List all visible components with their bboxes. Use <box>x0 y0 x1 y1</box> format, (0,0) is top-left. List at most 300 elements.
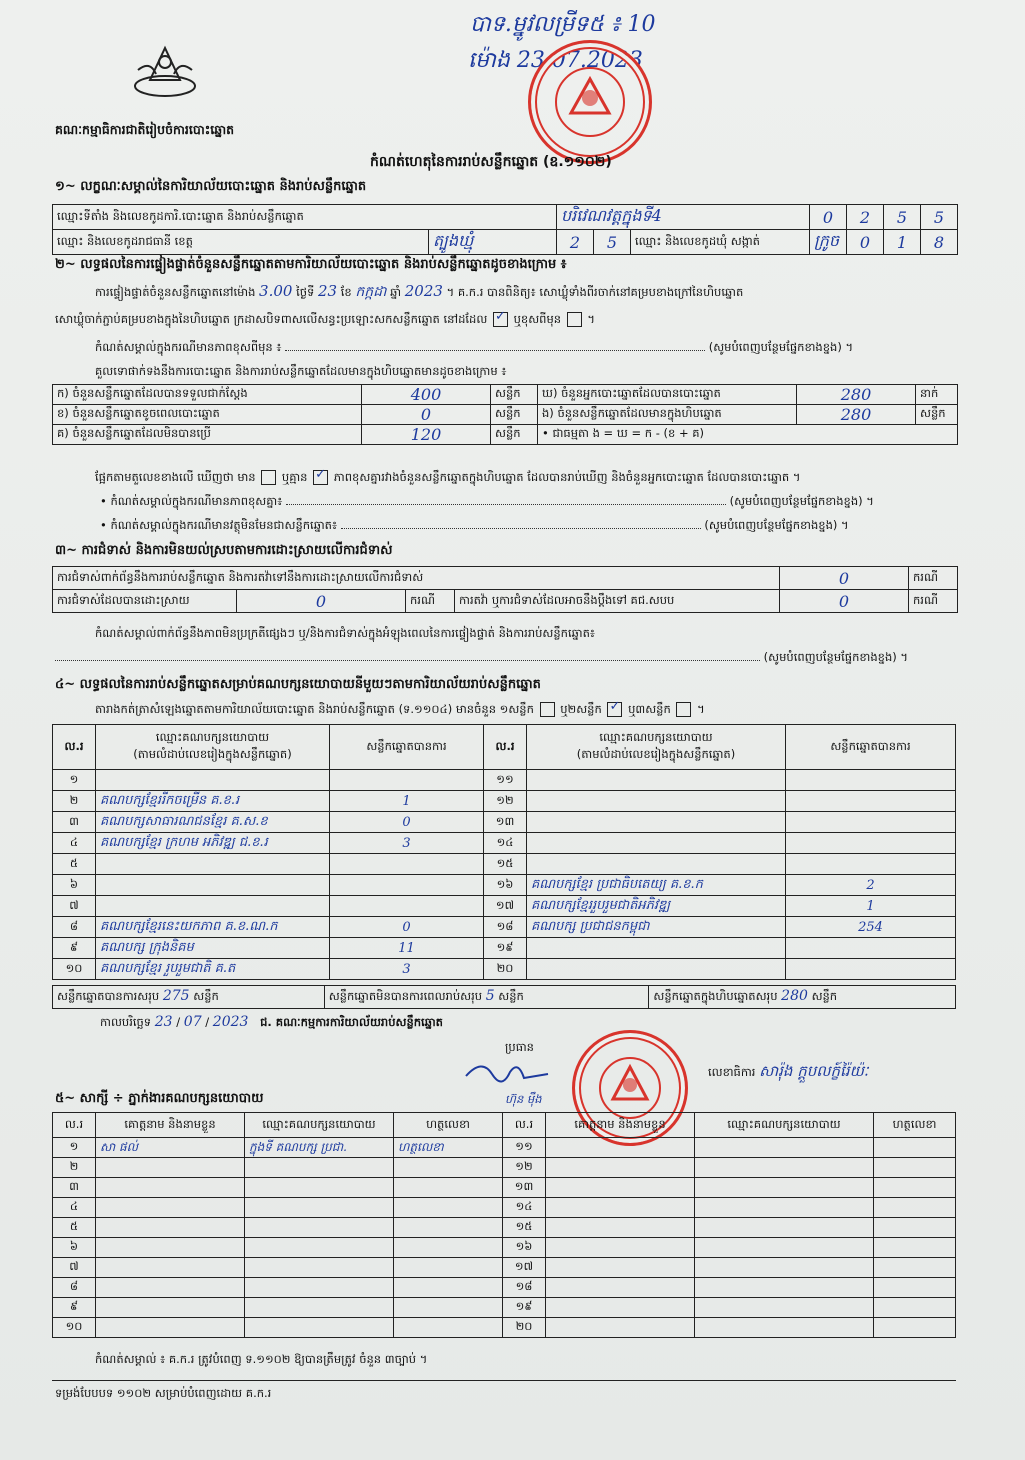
party-votes: 0 <box>330 812 484 833</box>
witness-signature <box>394 1178 503 1198</box>
witness-name <box>546 1298 695 1318</box>
fill-back-note: (សូមបំពេញបន្ថែមផ្នែកខាងខ្នង) ។ <box>763 650 908 664</box>
witness-party <box>245 1238 394 1258</box>
formula-label: • ជាធម្មតា ង = ឃ = ក - (ខ + គ) <box>538 425 958 445</box>
col-name: គោត្តនាម និងនាមខ្លួន <box>546 1113 695 1138</box>
party-name: គណបក្សខ្មែរ ប្រជាធិបតេយ្យ គ.ខ.ក <box>527 875 786 896</box>
totals-invalid <box>324 986 649 1009</box>
verify-day: 23 <box>318 282 338 300</box>
row-number: ៧ <box>53 896 96 917</box>
table-row <box>53 791 956 812</box>
table-row <box>53 1198 956 1218</box>
verify-time: 3.00 <box>259 282 293 300</box>
table-row <box>53 854 956 875</box>
two-sheet-checkbox[interactable] <box>607 702 622 717</box>
table-row <box>53 1298 956 1318</box>
fill-back-note: (សូមបំពេញបន្ថែមផ្នែកខាងខ្នង) ។ <box>708 340 854 354</box>
witness-name <box>96 1158 245 1178</box>
witness-name <box>546 1138 695 1158</box>
party-name: គណបក្សសាធារណជនខ្មែរ គ.ស.ខ <box>96 812 330 833</box>
witness-signature: ហត្ថលេខា <box>394 1138 503 1158</box>
witness-party <box>695 1158 874 1178</box>
witness-body <box>53 1138 956 1338</box>
row-number: ១៨ <box>484 917 527 938</box>
ballot-unused-value: 120 <box>362 425 491 445</box>
table-row <box>53 833 956 854</box>
footer-rule <box>52 1380 956 1381</box>
row-number: ៣ <box>53 1178 96 1198</box>
party-name <box>96 854 330 875</box>
witness-party: ក្នុងទី គណបក្ស ប្រជា. <box>245 1138 394 1158</box>
section2-para4: គួលទោផាក់ទងនឹងការបោះឆ្នោត និងការរាប់សន្លឹកឆ្នោតដែលមានក្នុងហិបឆ្នោតមានដូចខាងក្រោម ៖ <box>95 364 507 378</box>
table-row <box>53 1318 956 1338</box>
signer-committee: ជ. គណៈកម្មការការិយាល័យរាប់សន្លឹកឆ្នោត <box>260 1015 443 1029</box>
row-number: ៣ <box>53 812 96 833</box>
party-name: គណបក្សខ្មែរនេះយកភាព គ.ខ.ណ.ក <box>96 917 330 938</box>
witness-signature <box>874 1318 956 1338</box>
para3-text: កំណត់សម្គាល់ក្នុងករណីមានភាពខុសពីមុន ៖ <box>95 340 282 354</box>
witness-party <box>695 1198 874 1218</box>
col-party: ឈ្មោះគណបក្សនយោបាយ <box>245 1113 394 1138</box>
row-number: ១០ <box>53 1318 96 1338</box>
row-number: ១៤ <box>484 833 527 854</box>
section2-para3 <box>95 340 853 357</box>
handwritten-header-line2: ម៉ោង 23.07.2023 <box>468 48 643 73</box>
witness-party <box>245 1218 394 1238</box>
row-number: ១៥ <box>484 854 527 875</box>
secretary-name: សារ៉ុង ក្ដួបលក្ខ៍រ៉ៃយ៉ៈ <box>759 1062 869 1080</box>
party-votes: 254 <box>786 917 956 938</box>
row-number: ១១ <box>503 1138 546 1158</box>
table-row <box>53 1278 956 1298</box>
total-box-value: 280 <box>781 988 808 1004</box>
total-invalid-value: 5 <box>485 988 495 1004</box>
para-text: ឬ២សន្លឹក <box>560 702 602 716</box>
province-code-digit: 2 <box>557 230 594 255</box>
col-votes: សន្លឹកឆ្នោតបានការ <box>330 725 484 770</box>
witness-signature <box>394 1318 503 1338</box>
witness-signature <box>394 1278 503 1298</box>
witness-party <box>245 1198 394 1218</box>
col-party: ឈ្មោះគណបក្សនយោបាយ <box>695 1113 874 1138</box>
table-row <box>53 875 956 896</box>
witness-name <box>546 1158 695 1178</box>
para2-text: ឬខុសពីមុន <box>513 312 562 326</box>
party-votes: 2 <box>786 875 956 896</box>
section2-para2: សោឃ្លុំចាក់ភ្ជាប់គម្របខាងក្នុងនៃហិបឆ្នោត ក្រដាសបិទពាសលើសន្ធះប្រឡោះសកសន្លឹកឆ្នោត នៅដដែល ✓ ឬខុសពីមុន ។ <box>55 312 595 329</box>
commune-value: ក្រូច <box>810 230 847 255</box>
date-line: កាលបរិច្ឆេទ 23 / 07 / 2023 ជ. គណៈកម្មការការិយាល័យរាប់សន្លឹកឆ្នោត <box>100 1014 443 1030</box>
row-number: ១០ <box>53 959 96 980</box>
witness-signature <box>394 1158 503 1178</box>
para1-text: ។ គ.ក.រ បានពិនិត្យ៖ សោឃ្លុំទាំងពីរចាក់នៅគម្របខាងក្រៅនៃហិបឆ្នោត <box>446 285 744 299</box>
section3-heading: ៣~ ការជំទាស់ និងការមិនយល់ស្របតាមការដោះស្រាយលើការជំទាស់ <box>55 543 393 558</box>
para1-text: ថ្ងៃទី <box>296 285 315 299</box>
unit-label: សន្លឹក <box>498 989 524 1003</box>
total-box-label: សន្លឹកឆ្នោតក្នុងហិបឆ្នោតសរុប <box>653 989 778 1003</box>
resolved-value: 0 <box>237 590 406 613</box>
resolved-label: ការជំទាស់ដែលបានដោះស្រាយ <box>53 590 237 613</box>
witness-name <box>96 1238 245 1258</box>
voters-label: ឃ) ចំនួនអ្នកបោះឆ្នោតដែលបានបោះឆ្នោត <box>538 385 797 405</box>
witness-signature <box>874 1278 956 1298</box>
party-votes: 1 <box>786 896 956 917</box>
col-party-title: ឈ្មោះគណបក្សនយោបាយ <box>599 730 713 744</box>
secretary-label: លេខាធិការ <box>708 1065 756 1079</box>
station-code-digit: 2 <box>847 205 884 230</box>
station-label: ឈ្មោះទីតាំង និងលេខកូដការិ.បោះឆ្នោត និងរាប់សន្លឹកឆ្នោត <box>53 205 557 230</box>
party-name <box>527 812 786 833</box>
col-party-sub: (តាមលំដាប់លេខរៀងក្នុងសន្លឹកឆ្នោត) <box>133 747 292 761</box>
col-no: ល.រ <box>503 1113 546 1138</box>
row-number: ៤ <box>53 833 96 854</box>
witness-name <box>96 1218 245 1238</box>
dotted-line <box>286 504 726 505</box>
party-name: គណបក្សខ្មែររួបរួមជាតិអភិវឌ្ឍ <box>527 896 786 917</box>
dotted-line <box>341 528 701 529</box>
row-number: ២០ <box>503 1318 546 1338</box>
row-number: ៨ <box>53 917 96 938</box>
table-row <box>53 896 956 917</box>
col-sign: ហត្ថលេខា <box>874 1113 956 1138</box>
witness-signature <box>394 1198 503 1218</box>
witness-name <box>546 1238 695 1258</box>
col-party-sub: (តាមលំដាប់លេខរៀងក្នុងសន្លឹកឆ្នោត) <box>576 747 736 761</box>
para2-text: សោឃ្លុំចាក់ភ្ជាប់គម្របខាងក្នុងនៃហិបឆ្នោត ក្រដាសបិទពាសលើសន្ធះប្រឡោះសកសន្លឹកឆ្នោត នៅដដែល <box>55 312 488 326</box>
witness-name <box>546 1318 695 1338</box>
no-difference-checkbox[interactable] <box>313 470 328 485</box>
table-row <box>53 917 956 938</box>
witness-signature <box>874 1158 956 1178</box>
unit-label: ករណី <box>406 590 455 613</box>
col-party-title: ឈ្មោះគណបក្សនយោបាយ <box>155 730 270 744</box>
totals-box <box>649 986 956 1009</box>
table-row <box>53 938 956 959</box>
ballot-count-table <box>52 384 958 445</box>
section2-bullet2 <box>100 518 849 535</box>
party-votes: 3 <box>330 959 484 980</box>
province-code-digit: 5 <box>594 230 631 255</box>
party-votes <box>786 833 956 854</box>
para5-text: ភាពខុសគ្នារវាងចំនួនសន្លឹកឆ្នោតក្នុងហិបឆ្នោត ដែលបានរាប់ឃើញ និងចំនួនអ្នកបោះឆ្នោត ដែលបានបោះឆ្នោត ។ <box>333 470 801 484</box>
ballots-in-box-label: ង) ចំនួនសន្លឹកឆ្នោតដែលមានក្នុងហិបឆ្នោត <box>538 405 797 425</box>
witness-name <box>546 1278 695 1298</box>
witness-party <box>695 1218 874 1238</box>
party-votes <box>786 770 956 791</box>
row-number: ៥ <box>53 1218 96 1238</box>
document-title: កំណត់ហេតុនៃការរាប់សន្លឹកឆ្នោត (ឧ.១១០២) <box>370 154 612 170</box>
party-name <box>527 791 786 812</box>
row-number: ៥ <box>53 854 96 875</box>
witness-name <box>96 1198 245 1218</box>
dotted-line <box>55 660 760 661</box>
appeal-value: 0 <box>780 590 909 613</box>
province-value: ត្បូងឃ្មុំ <box>429 230 557 255</box>
col-sign: ហត្ថលេខា <box>394 1113 503 1138</box>
party-votes <box>786 791 956 812</box>
date-day: 23 <box>154 1014 173 1030</box>
unit-label: ករណី <box>909 590 958 613</box>
party-name: គណបក្សខ្មែររីកចម្រើន គ.ខ.រ <box>96 791 330 812</box>
party-name: គណបក្សខ្មែរ ក្រហម អភិវឌ្ឍ ជ.ខ.រ <box>96 833 330 854</box>
row-number: ១៦ <box>503 1238 546 1258</box>
witness-party <box>695 1178 874 1198</box>
party-name <box>527 770 786 791</box>
party-name <box>527 938 786 959</box>
president-name: ហ៊ុន ម៉ឹង <box>505 1092 542 1106</box>
witness-name <box>546 1178 695 1198</box>
row-number: ៩ <box>53 938 96 959</box>
has-difference-checkbox[interactable] <box>261 470 276 485</box>
table-row <box>53 1138 956 1158</box>
section1-heading: ១~ លក្ខណៈសម្គាល់នៃការិយាល័យបោះឆ្នោត និងរាប់សន្លឹកឆ្នោត <box>55 179 367 194</box>
party-name <box>527 833 786 854</box>
witness-signature <box>394 1258 503 1278</box>
official-seal-top <box>528 40 652 164</box>
section1-table <box>52 204 958 255</box>
witness-signature <box>874 1238 956 1258</box>
section2-heading: ២~ លទ្ធផលនៃការផ្ទៀងផ្ទាត់ចំនួនសន្លឹកឆ្នោតតាមការិយាល័យបោះឆ្នោត និងរាប់សន្លឹកឆ្នោតដូចខាងក្រោម ៖ <box>55 257 567 272</box>
party-votes: 11 <box>330 938 484 959</box>
section3-para: កំណត់សម្គាល់ពាក់ព័ន្ធនឹងភាពមិនប្រក្រតីផ្សេងៗ ឬ/និងការជំទាស់ក្នុងអំឡុងពេលនៃការផ្ទៀងផ្ទាត់ និងការរាប់សន្លឹកឆ្នោត៖ <box>95 626 595 640</box>
form-footer: ទម្រង់បែបបទ ១១០២ សម្រាប់បំពេញដោយ គ.ក.រ <box>55 1386 272 1400</box>
row-number: ៦ <box>53 1238 96 1258</box>
total-valid-label: សន្លឹកឆ្នោតបានការសរុប <box>57 989 160 1003</box>
party-votes <box>786 854 956 875</box>
secretary-line <box>708 1062 868 1084</box>
table-row <box>53 812 956 833</box>
witness-name <box>546 1218 695 1238</box>
table-row <box>53 1178 956 1198</box>
committee-name: គណៈកម្មាធិការជាតិរៀបចំការបោះឆ្នោត <box>55 122 235 137</box>
unit-label: ករណី <box>909 567 958 590</box>
one-sheet-checkbox[interactable] <box>540 702 555 717</box>
three-sheet-checkbox[interactable] <box>676 702 691 717</box>
commune-code-digit: 8 <box>921 230 958 255</box>
section5-heading: ៥~ សាក្សី ÷ ភ្នាក់ងារគណបក្សនយោបាយ <box>55 1091 264 1106</box>
party-name <box>527 959 786 980</box>
unit-label: សន្លឹក <box>193 989 219 1003</box>
row-number: ១ <box>53 770 96 791</box>
unit-label: សន្លឹក <box>491 405 538 425</box>
same-checkbox[interactable] <box>493 312 508 327</box>
witness-name <box>96 1258 245 1278</box>
col-votes: សន្លឹកឆ្នោតបានការ <box>786 725 956 770</box>
results-body <box>53 770 956 980</box>
witness-name <box>546 1198 695 1218</box>
station-code-digit: 5 <box>921 205 958 230</box>
handwritten-header-line1: បាទ.ម្នូវលម្រីទ៥ ៖ 10 <box>470 12 656 37</box>
witness-party <box>695 1298 874 1318</box>
witness-party <box>245 1178 394 1198</box>
objections-label: ការជំទាស់ពាក់ព័ន្ធនឹងការរាប់សន្លឹកឆ្នោត និងការតវ៉ាទៅនឹងការដោះស្រាយលើការជំទាស់ <box>53 567 780 590</box>
row-number: ១៩ <box>503 1298 546 1318</box>
row-number: ១៧ <box>484 896 527 917</box>
row-number: ១៥ <box>503 1218 546 1238</box>
row-number: ១៨ <box>503 1278 546 1298</box>
ballot-received-value: 400 <box>362 385 491 405</box>
witness-party <box>245 1318 394 1338</box>
party-name: គណបក្ស ក្រុងនិគម <box>96 938 330 959</box>
row-number: ១ <box>53 1138 96 1158</box>
section4-para: តារាងកត់ត្រាសំឡេងឆ្នោតតាមការិយាល័យបោះឆ្នោត និងរាប់សន្លឹកឆ្នោត (ទ.១១០៤) មានចំនួន ១សន្លឹក ឬ២សន្លឹក ✓ ឬ៣សន្លឹក ។ <box>95 702 705 719</box>
party-votes <box>330 875 484 896</box>
ballot-spoiled-label: ខ) ចំនួនសន្លឹកឆ្នោតខូចពេលបោះឆ្នោត <box>53 405 362 425</box>
party-name <box>96 896 330 917</box>
party-votes <box>330 854 484 875</box>
section2-para5 <box>95 470 800 487</box>
row-number: ៦ <box>53 875 96 896</box>
table-row <box>53 1258 956 1278</box>
witness-signature <box>394 1218 503 1238</box>
dotted-line <box>285 350 705 351</box>
ballots-in-box-value: 280 <box>797 405 916 425</box>
station-value: បរិវេណវត្តក្នុងទី4 <box>557 205 810 230</box>
row-number: ២០ <box>484 959 527 980</box>
party-votes <box>786 812 956 833</box>
party-votes <box>786 959 956 980</box>
fill-back-note: (សូមបំពេញបន្ថែមផ្នែកខាងខ្នង) ។ <box>704 518 849 532</box>
witness-party <box>245 1298 394 1318</box>
province-label: ឈ្មោះ និងលេខកូដរាជធានី ខេត្ត <box>53 230 429 255</box>
president-signature <box>462 1054 552 1090</box>
party-votes: 0 <box>330 917 484 938</box>
president-label: ប្រធាន <box>505 1040 534 1054</box>
witness-signature <box>394 1298 503 1318</box>
col-no: ល.រ <box>53 725 96 770</box>
witness-signature <box>874 1198 956 1218</box>
party-votes: 3 <box>330 833 484 854</box>
ballot-received-label: ក) ចំនួនសន្លឹកឆ្នោតដែលបានទទួលជាក់ស្តែង <box>53 385 362 405</box>
ballot-unused-label: គ) ចំនួនសន្លឹកឆ្នោតដែលមិនបានប្រើ <box>53 425 362 445</box>
para1-text: ការផ្ទៀងផ្ទាត់ចំនួនសន្លឹកឆ្នោតនៅម៉ោង <box>95 285 256 299</box>
voters-value: 280 <box>797 385 916 405</box>
row-number: ១២ <box>484 791 527 812</box>
witness-party <box>695 1238 874 1258</box>
row-number: ១១ <box>484 770 527 791</box>
date-year: 2023 <box>212 1014 249 1030</box>
verify-year: 2023 <box>404 282 443 300</box>
totals-valid <box>53 986 325 1009</box>
witness-party <box>245 1158 394 1178</box>
witness-signature <box>874 1298 956 1318</box>
witness-signature <box>874 1218 956 1238</box>
col-party <box>96 725 330 770</box>
witness-party <box>695 1258 874 1278</box>
witness-name <box>546 1258 695 1278</box>
commune-code-digit: 1 <box>884 230 921 255</box>
para1-text: ខែ <box>340 285 352 299</box>
table-row <box>53 1158 956 1178</box>
row-number: ៨ <box>53 1278 96 1298</box>
witness-party <box>245 1258 394 1278</box>
witness-party <box>695 1138 874 1158</box>
party-results-table <box>52 724 956 980</box>
party-votes <box>330 770 484 791</box>
para-text: ឬ៣សន្លឹក <box>628 702 671 716</box>
party-name <box>96 770 330 791</box>
objections-table <box>52 566 958 613</box>
row-number: ៩ <box>53 1298 96 1318</box>
station-code-digit: 5 <box>884 205 921 230</box>
party-votes: 1 <box>330 791 484 812</box>
para-text: តារាងកត់ត្រាសំឡេងឆ្នោតតាមការិយាល័យបោះឆ្នោត និងរាប់សន្លឹកឆ្នោត (ទ.១១០៤) មានចំនួន ១សន្លឹក <box>95 702 534 716</box>
row-number: ១៦ <box>484 875 527 896</box>
commune-code-digit: 0 <box>847 230 884 255</box>
row-number: ១៧ <box>503 1258 546 1278</box>
ballot-spoiled-value: 0 <box>362 405 491 425</box>
station-code-digit: 0 <box>810 205 847 230</box>
section2-bullet1 <box>100 494 874 511</box>
row-number: ១៩ <box>484 938 527 959</box>
row-number: ៤ <box>53 1198 96 1218</box>
party-votes <box>330 896 484 917</box>
row-number: ១៣ <box>484 812 527 833</box>
fill-back-note: (សូមបំពេញបន្ថែមផ្នែកខាងខ្នង) ។ <box>729 494 874 508</box>
witness-signature <box>874 1178 956 1198</box>
row-number: ២ <box>53 1158 96 1178</box>
col-party <box>527 725 786 770</box>
witness-name <box>96 1318 245 1338</box>
date-label: កាលបរិច្ឆេទ <box>100 1015 152 1029</box>
witness-party <box>695 1318 874 1338</box>
witness-name <box>96 1178 245 1198</box>
totals-table <box>52 985 956 1009</box>
party-name <box>527 854 786 875</box>
table-row <box>53 1238 956 1258</box>
para1-text: ឆ្នាំ <box>390 285 402 299</box>
unit-label: សន្លឹក <box>811 989 838 1003</box>
unit-label: សន្លឹក <box>491 425 538 445</box>
row-number: ៧ <box>53 1258 96 1278</box>
party-name: គណបក្ស ប្រជាជនកម្ពុជា <box>527 917 786 938</box>
witness-name <box>96 1298 245 1318</box>
total-valid-value: 275 <box>162 988 190 1004</box>
party-name: គណបក្សខ្មែរ រួបរួមជាតិ គ.ត <box>96 959 330 980</box>
section2-para1 <box>95 282 965 303</box>
witness-signature <box>874 1258 956 1278</box>
table-row <box>53 959 956 980</box>
appeal-label: ការតវ៉ា ឬការជំទាស់ដែលអាចនឹងប្តឹងទៅ គជ.សបប <box>455 590 780 613</box>
section3-line <box>55 650 908 667</box>
unit-label: នាក់ <box>916 385 958 405</box>
witness-signature <box>394 1238 503 1258</box>
bullet-text: • កំណត់សម្គាល់ក្នុងករណីមានវត្ថុមិនមែនជាសន្លឹកឆ្នោត៖ <box>100 518 338 532</box>
witness-name <box>96 1278 245 1298</box>
table-row <box>53 770 956 791</box>
witness-name: សា ផល់ <box>96 1138 245 1158</box>
witness-party <box>695 1278 874 1298</box>
date-month: 07 <box>183 1014 202 1030</box>
witness-party <box>245 1278 394 1298</box>
witness-signature <box>874 1138 956 1158</box>
objections-value: 0 <box>780 567 909 590</box>
footnote: កំណត់សម្គាល់ ៖ គ.ក.រ ត្រូវបំពេញ ទ.១១០២ ឱ្យបានត្រឹមត្រូវ ចំនួន ៣ច្បាប់ ។ <box>95 1352 428 1366</box>
nec-emblem-icon <box>130 40 200 102</box>
different-checkbox[interactable] <box>567 312 582 327</box>
row-number: ១៤ <box>503 1198 546 1218</box>
col-name: គោត្តនាម និងនាមខ្លួន <box>96 1113 245 1138</box>
row-number: ១២ <box>503 1158 546 1178</box>
party-name <box>96 875 330 896</box>
unit-label: សន្លឹក <box>491 385 538 405</box>
col-no: ល.រ <box>53 1113 96 1138</box>
seal-emblem-icon <box>531 43 649 161</box>
commune-label: ឈ្មោះ និងលេខកូដឃុំ សង្កាត់ <box>631 230 810 255</box>
verify-month: កក្កដា <box>355 284 387 300</box>
party-votes <box>786 938 956 959</box>
unit-label: សន្លឹក <box>916 405 958 425</box>
